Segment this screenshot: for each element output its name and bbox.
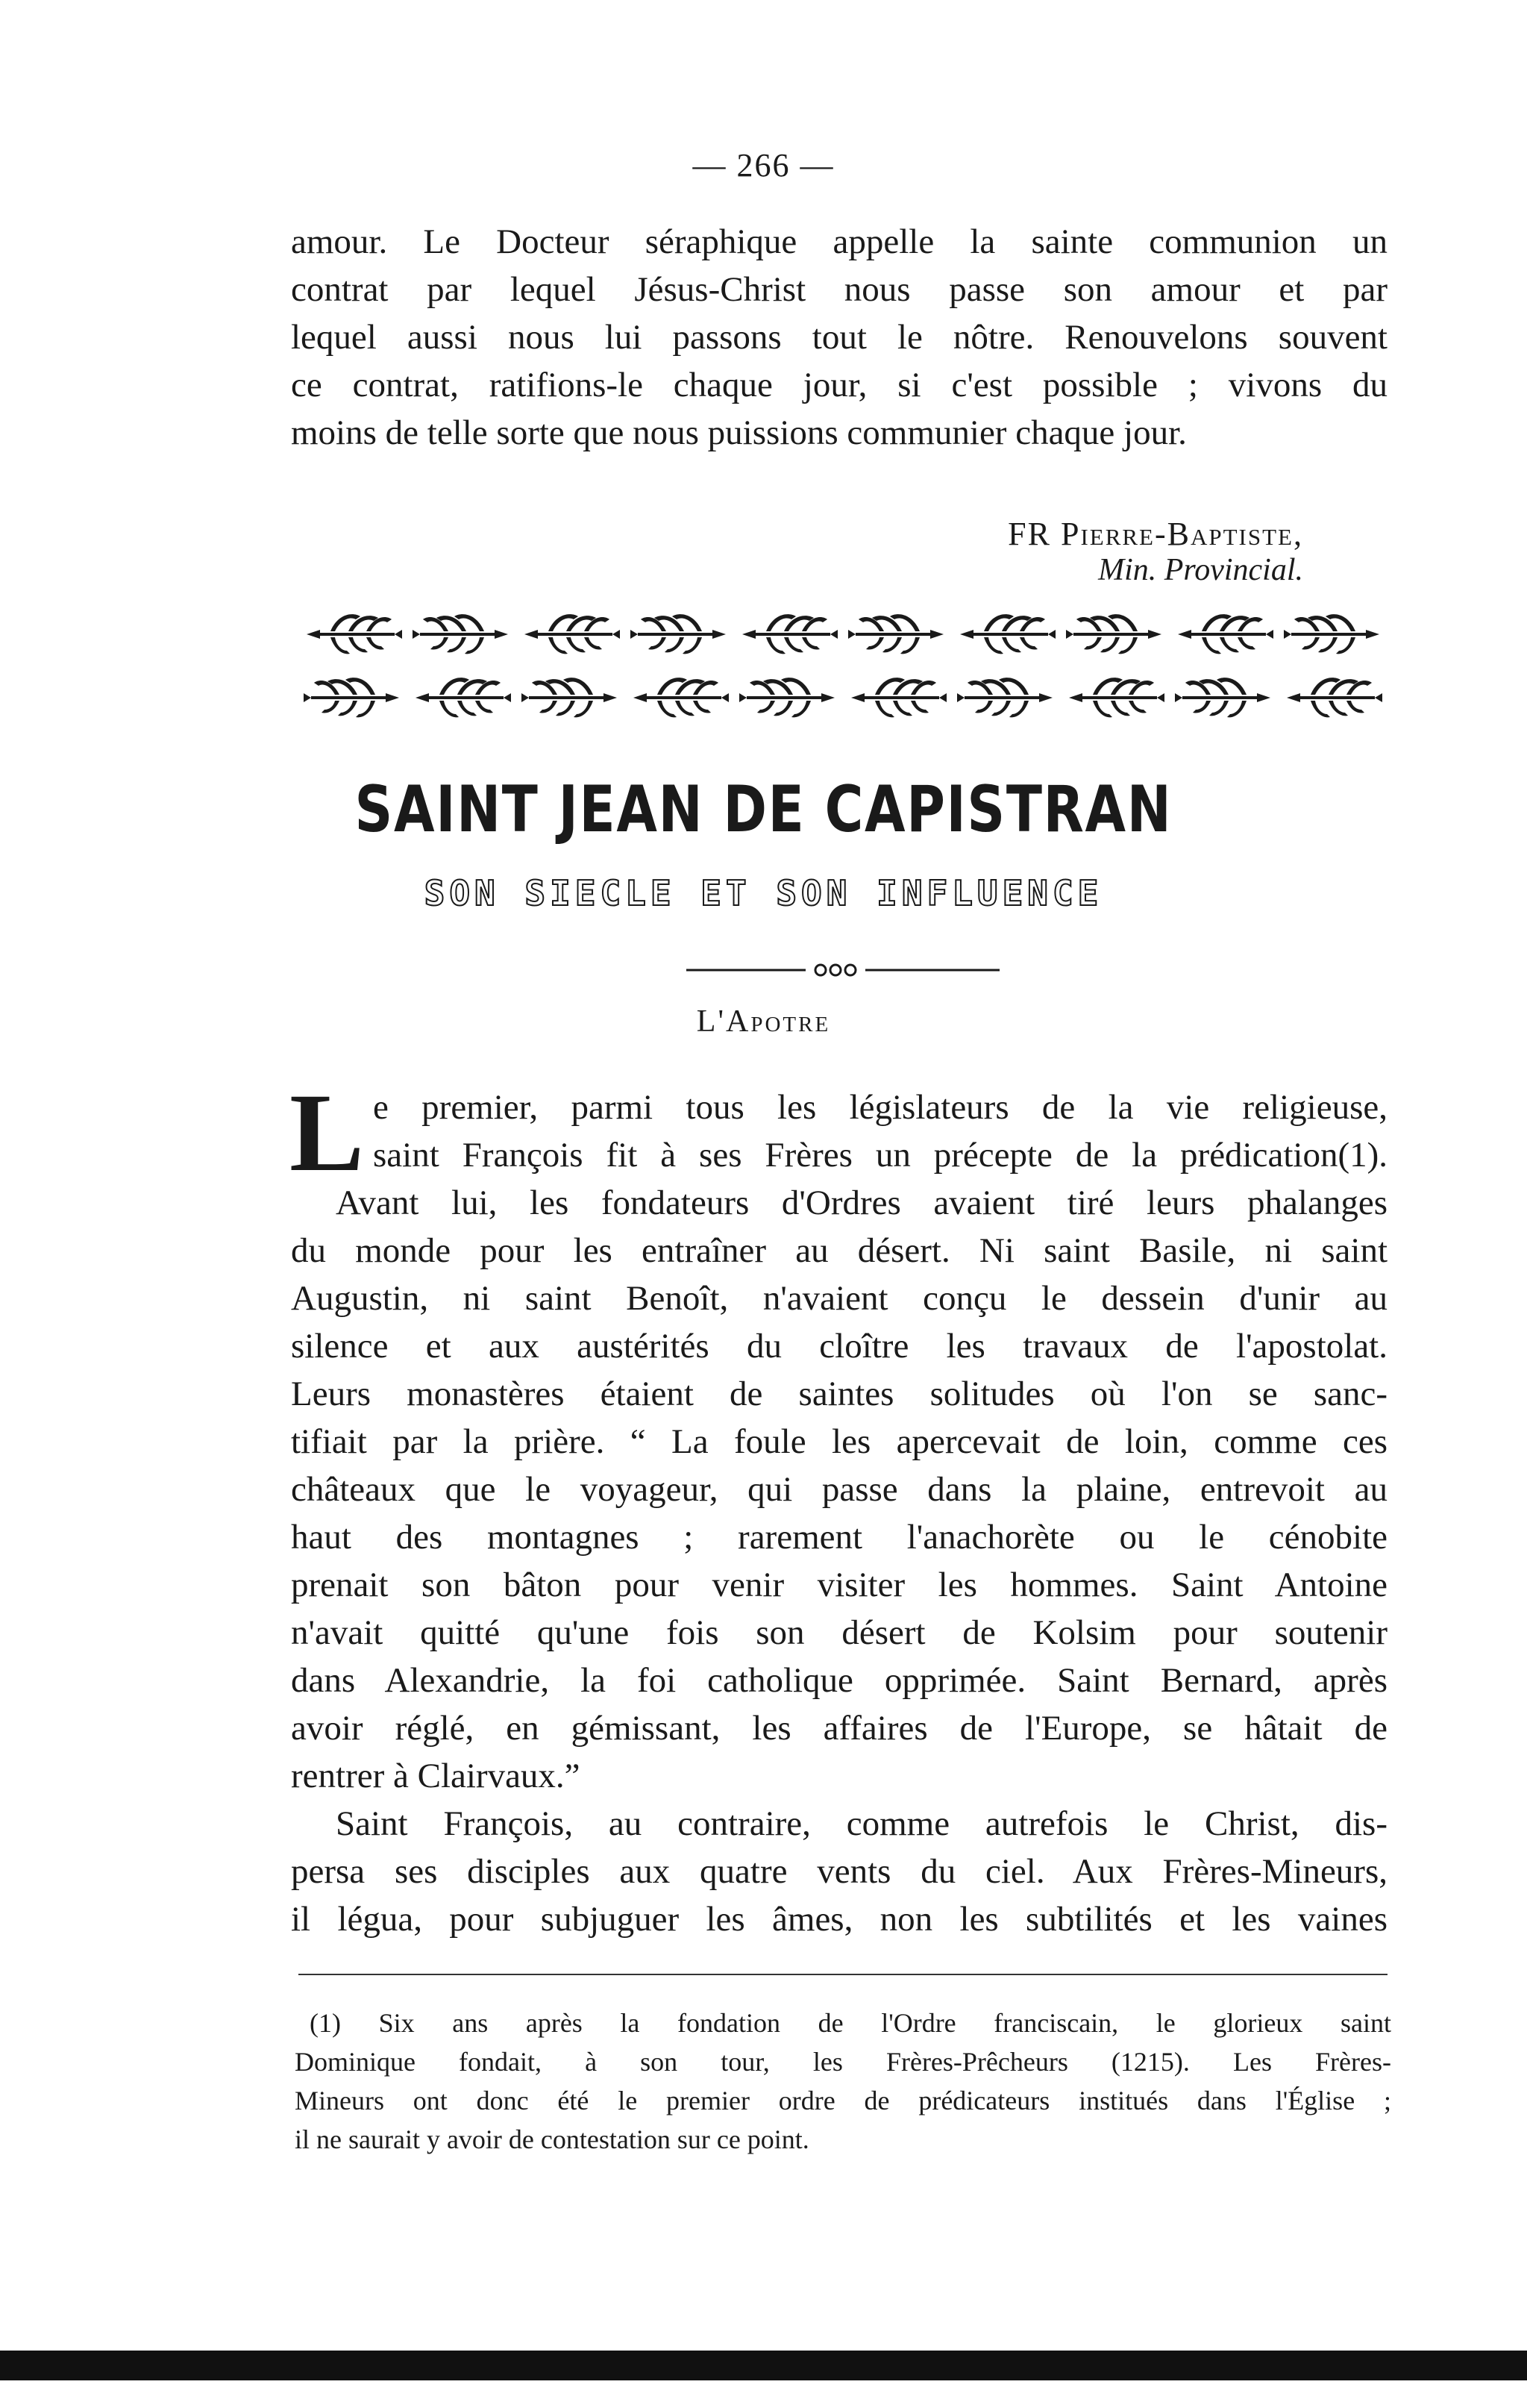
intro-line: amour. Le Docteur séraphique appelle la sainte communion un <box>291 222 1388 261</box>
ornamental-band <box>298 604 1388 731</box>
body-line: châteaux que le voyageur, qui passe dans la plaine, entrevoit au <box>291 1470 1388 1509</box>
ornament-motif <box>957 678 1053 717</box>
body-line: silence et aux austérités du cloître les travaux de l'apostolat. <box>291 1327 1388 1366</box>
intro-line: moins de telle sorte que nous puissions communier chaque jour. <box>291 413 1187 452</box>
ornament-motif <box>1175 678 1270 717</box>
footnotes <box>295 2004 1391 2159</box>
body-paragraph <box>289 1071 1388 1943</box>
ornament-motif <box>960 614 1056 654</box>
body-line: Saint François, au contraire, comme autrefois le Christ, dis- <box>336 1804 1388 1843</box>
signature-title: Min. Provincial. <box>1098 553 1303 587</box>
footnote-rule <box>298 1974 1388 1975</box>
ornament-motif <box>304 678 399 717</box>
body-line: haut des montagnes ; rarement l'anachorète ou le cénobite <box>291 1518 1388 1557</box>
ornament-motif <box>416 678 511 717</box>
ornament-motif <box>848 614 944 654</box>
ornament-motif <box>851 678 947 717</box>
footnote-line: Mineurs ont donc été le premier ordre de prédicateurs institués dans l'Église ; <box>295 2086 1391 2115</box>
ornament-motif <box>521 678 617 717</box>
scan-edge-bar <box>0 2351 1527 2380</box>
ornament-motif <box>1287 678 1382 717</box>
intro-line: contrat par lequel Jésus-Christ nous passe son amour et par <box>291 270 1388 309</box>
signature-surname: Pierre-Baptiste, <box>1060 516 1303 552</box>
ornament-motif <box>1178 614 1273 654</box>
drop-cap: L <box>289 1071 365 1195</box>
ornament-motif <box>1069 678 1164 717</box>
body-line: n'avait quitté qu'une fois son désert de Kolsim pour soutenir <box>291 1613 1388 1652</box>
footnote-line: il ne saurait y avoir de contestation sur ce point. <box>295 2124 809 2154</box>
page-number: — 266 — <box>692 147 835 184</box>
body-line: du monde pour les entraîner au désert. Ni saint Basile, ni saint <box>291 1231 1388 1270</box>
separator-rule <box>686 963 1000 978</box>
body-line: Augustin, ni saint Benoît, n'avaient conçu le dessein d'unir au <box>291 1279 1388 1318</box>
intro-line: lequel aussi nous lui passons tout le nôtre. Renouvelons souvent <box>291 318 1388 357</box>
ornament-motif <box>307 614 402 654</box>
body-line: e premier, parmi tous les législateurs de la vie religieuse, <box>373 1088 1388 1127</box>
ornament-motif <box>1284 614 1379 654</box>
signature-prefix: FR <box>1008 516 1051 552</box>
body-line: rentrer à Clairvaux.” <box>291 1757 580 1795</box>
body-line: prenait son bâton pour venir visiter les hommes. Saint Antoine <box>291 1566 1388 1604</box>
intro-paragraph <box>291 218 1388 457</box>
ornament-motif <box>413 614 508 654</box>
body-line: persa ses disciples aux quatre vents du ciel. Aux Frères-Mineurs, <box>291 1852 1388 1891</box>
article-subtitle: SON SIECLE ET SON INFLUENCE <box>424 873 1103 913</box>
ornament-motif <box>742 614 838 654</box>
article-title: SAINT JEAN DE CAPISTRAN <box>354 772 1173 847</box>
signature-name <box>1008 515 1303 553</box>
body-line: avoir réglé, en gémissant, les affaires de l'Europe, se hâtait de <box>291 1709 1388 1748</box>
body-line: Leurs monastères étaient de saintes solitudes où l'on se sanc- <box>291 1375 1388 1413</box>
footnote-line: (1) Six ans après la fondation de l'Ordre franciscain, le glorieux saint <box>310 2008 1391 2038</box>
intro-line: ce contrat, ratifions-le chaque jour, si c'est possible ; vivons du <box>291 366 1388 404</box>
body-line: tifiait par la prière. “ La foule les apercevait de loin, comme ces <box>291 1422 1388 1461</box>
ornament-motif <box>633 678 729 717</box>
body-line: saint François fit à ses Frères un précepte de la prédication(1). <box>373 1136 1388 1175</box>
section-heading: L'Apotre <box>696 1004 831 1039</box>
body-line: dans Alexandrie, la foi catholique opprimée. Saint Bernard, après <box>291 1661 1388 1700</box>
ornament-motif <box>630 614 726 654</box>
ornament-motif <box>1066 614 1161 654</box>
ornament-motif <box>739 678 835 717</box>
body-line: Avant lui, les fondateurs d'Ordres avaient tiré leurs phalanges <box>336 1183 1388 1222</box>
footnote-line: Dominique fondait, à son tour, les Frères-Prêcheurs (1215). Les Frères- <box>295 2047 1391 2077</box>
body-line: il légua, pour subjuguer les âmes, non les subtilités et les vaines <box>291 1900 1388 1939</box>
ornament-motif <box>524 614 620 654</box>
